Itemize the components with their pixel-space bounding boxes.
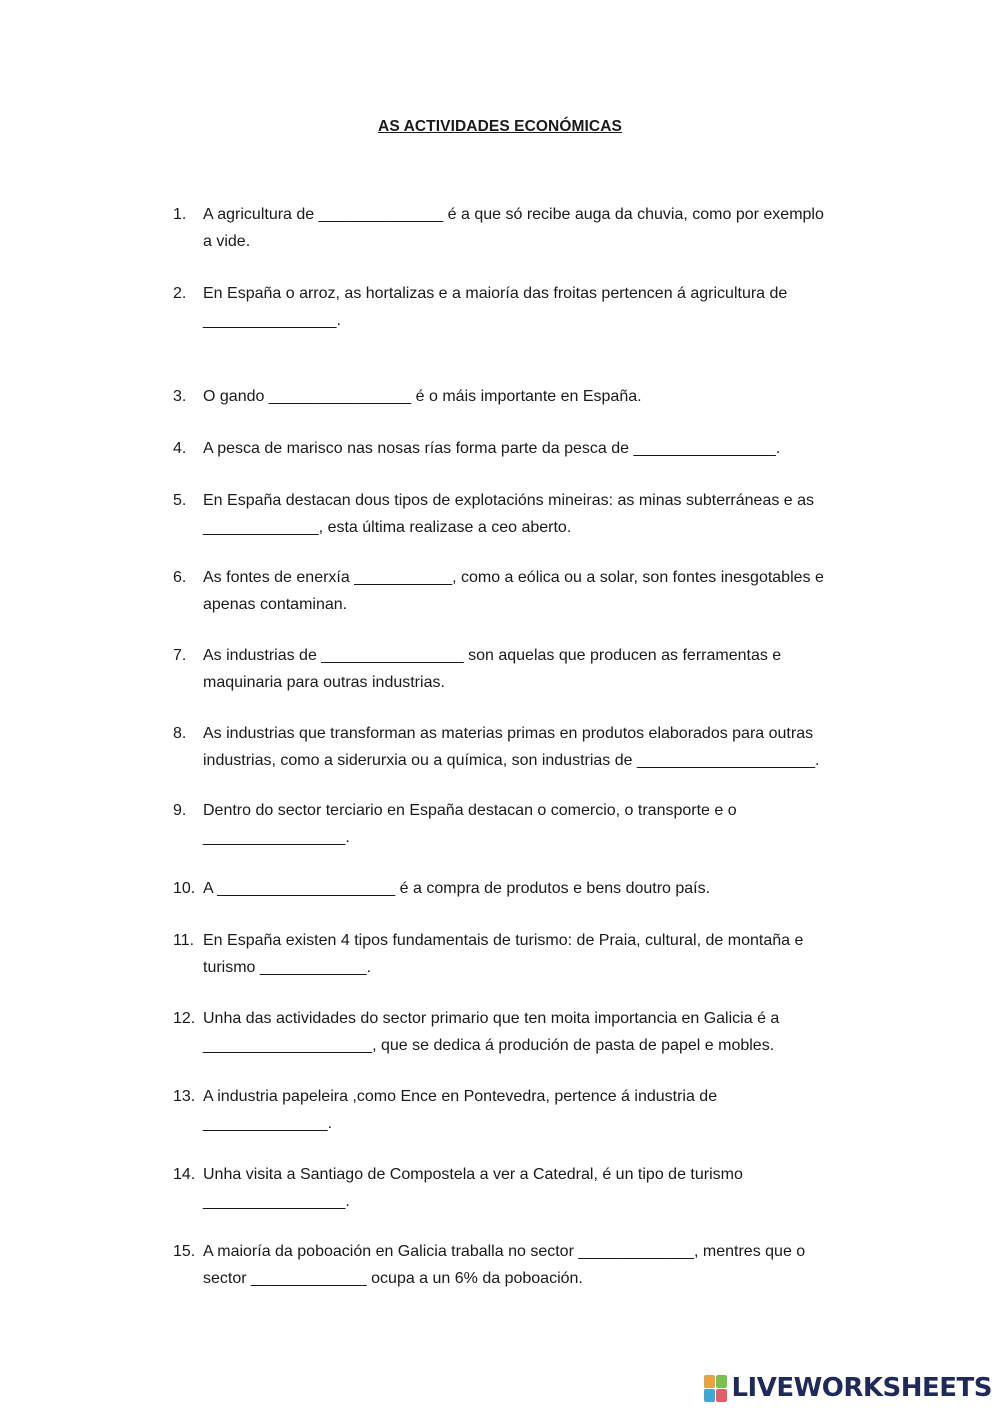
question-number: 6. [173,569,187,586]
question-15 [173,1239,873,1292]
question-3 [173,384,873,411]
question-7 [173,643,873,696]
question-number: 2. [173,285,187,302]
question-4 [173,436,873,463]
question-9 [173,798,873,851]
question-text: A pesca de marisco nas nosas rías forma parte da pesca de ________________. [203,440,781,457]
question-number: 9. [173,802,187,819]
question-number: 1. [173,206,187,223]
question-text: En España destacan dous tipos de explotacións mineiras: as minas subterráneas e as _____________, esta última realizase a ceo aberto. [203,492,815,536]
question-text: Dentro do sector terciario en España destacan o comercio, o transporte e o ________________. [203,802,737,846]
page-title: AS ACTIVIDADES ECONÓMICAS [378,118,622,135]
question-text: A ____________________ é a compra de produtos e bens doutro país. [203,880,711,897]
liveworksheets-logo [704,1371,992,1405]
question-text: Unha das actividades do sector primario que ten moita importancia en Galicia é a ___________________, que se dedica á produción de pasta de papel e mobles. [203,1010,780,1054]
question-11 [173,928,873,981]
question-number: 15. [173,1243,196,1260]
question-number: 14. [173,1166,196,1183]
logo-text: LIVEWORKSHEETS [731,1373,992,1403]
question-6 [173,565,873,618]
question-text: As fontes de enerxía ___________, como a eólica ou a solar, son fontes inesgotables e apenas contaminan. [203,569,824,613]
question-number: 8. [173,725,187,742]
question-text: Unha visita a Santiago de Compostela a ver a Catedral, é un tipo de turismo ________________. [203,1166,743,1210]
question-1 [173,202,873,255]
question-12 [173,1006,873,1059]
question-text: A industria papeleira ,como Ence en Pontevedra, pertence á industria de ______________. [203,1088,718,1132]
question-number: 10. [173,880,196,897]
question-text: O gando ________________ é o máis importante en España. [203,388,642,405]
question-number: 11. [173,932,195,949]
question-2 [173,281,873,334]
question-number: 13. [173,1088,196,1105]
question-14 [173,1162,873,1215]
question-10 [173,876,873,903]
question-text: A maioría da poboación en Galicia traballa no sector _____________, mentres que o sector _____________ ocupa a un 6% da poboación. [203,1243,806,1287]
question-5 [173,488,873,541]
question-text: En España o arroz, as hortalizas e a maioría das froitas pertencen á agricultura de _______________. [203,285,788,329]
question-8 [173,721,873,774]
logo-mark-icon [704,1375,727,1402]
question-number: 3. [173,388,187,405]
question-text: As industrias que transforman as materias primas en produtos elaborados para outras industrias, como a siderurxia ou a química, son industrias de ____________________. [203,725,820,769]
question-text: A agricultura de ______________ é a que só recibe auga da chuvia, como por exemplo a vide. [203,206,824,250]
question-number: 5. [173,492,187,509]
question-text: En España existen 4 tipos fundamentais de turismo: de Praia, cultural, de montaña e turismo ____________. [203,932,804,976]
question-number: 7. [173,647,187,664]
question-text: As industrias de ________________ son aquelas que producen as ferramentas e maquinaria para outras industrias. [203,647,782,691]
question-number: 12. [173,1010,196,1027]
question-number: 4. [173,440,187,457]
question-13 [173,1084,873,1137]
